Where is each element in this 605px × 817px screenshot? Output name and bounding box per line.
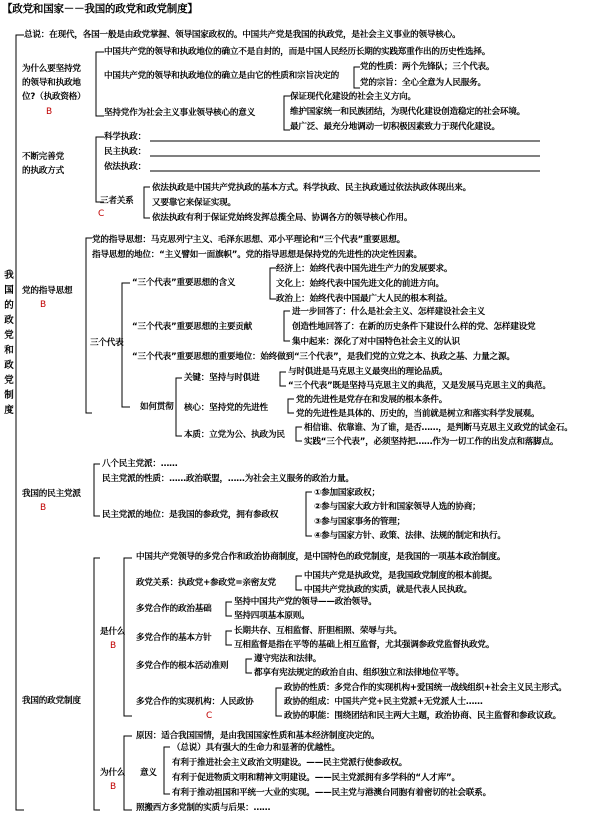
s2-democratic: 民主执政：	[104, 147, 146, 157]
s5-why-mark: B	[110, 782, 116, 792]
s3-meaning: “三个代表”重要思想的含义	[132, 278, 236, 288]
s5-why-reason: 原因：适合我国国情，是由我国国家性质和基本经济制度决定的。	[136, 731, 380, 741]
s3-meaning-b: 文化上：始终代表中国先进文化的前进方向。	[276, 279, 444, 289]
s1-reason-3c: 最广泛、最充分地调动一切积极因素致力于现代化建设。	[290, 122, 500, 132]
s5-relation-a: 中国共产党是执政党，是我国政党制度的根本前提。	[304, 571, 498, 581]
s4-head: 我国的民主党派	[22, 489, 81, 499]
s5-head: 我国的政党制度	[22, 696, 81, 706]
s3-how-essence-a: 相信谁、依靠谁、为了谁，是否……，是判断马克思主义政党的试金石。	[304, 423, 573, 433]
s3-meaning-a: 经济上：始终代表中国先进生产力的发展要求。	[276, 264, 453, 274]
s4-status-1: ①参加国家政权；	[314, 488, 380, 498]
s3-contribution-a: 进一步回答了：什么是社会主义、怎样建设社会主义	[292, 307, 486, 317]
s2-head-1: 不断完善党	[22, 152, 64, 162]
s5-significance-4: 有利于推动祖国和平统一大业的实现。——民主党与港澳台同胞有着密切的社会联系。	[172, 788, 491, 798]
s5-cppcc-nature: 政协的性质：多党合作的实现机构+爱国统一战线组织+社会主义民主形式。	[284, 683, 567, 693]
s1-reason-3a: 保证现代化建设的社会主义方向。	[290, 92, 416, 102]
s3-contribution-c: 集中起来：深化了对中国特色社会主义的认识	[292, 337, 460, 347]
s3-status: “三个代表”重要思想的重要地位：始终做到“三个代表”，是我们党的立党之本、执政之基、力量之源。	[132, 352, 515, 362]
s5-basis: 多党合作的政治基础	[136, 604, 212, 614]
s1-reason-3: 坚持党作为社会主义事业领导核心的意义	[104, 108, 256, 118]
s3-meaning-c: 政治上：始终代表中国最广大人民的根本利益。	[276, 294, 453, 304]
s4-status-3: ③参与国家事务的管理；	[314, 517, 406, 527]
s3-guide-1: 党的指导思想：马克思列宁主义、毛泽东思想、邓小平理论和“三个代表”重要思想。	[92, 235, 406, 245]
s2-head-2: 的执政方式	[22, 166, 64, 176]
s5-relation-b: 中国共产党执政的实质，就是代表人民执政。	[304, 585, 472, 595]
s3-contribution-b: 创造性地回答了：在新的历史条件下建设什么样的党、怎样建设党	[292, 322, 536, 332]
s4-nature: 民主党派的性质：……政治联盟，……为社会主义服务的政治力量。	[102, 474, 354, 484]
s1-reason-2: 中国共产党的领导和执政地位的确立是由它的性质和宗旨决定的	[104, 71, 340, 81]
s3-three-represents: 三个代表	[90, 338, 124, 348]
s1-reason-3b: 维护国家统一和民族团结，为现代化建设创造稳定的社会环境。	[290, 107, 526, 117]
s3-contribution: “三个代表”重要思想的主要贡献	[132, 322, 253, 332]
overview-text: 总说：在现代，各国一般是由政党掌握、领导国家政权的。中国共产党是我国的执政党，是社会主义事业的领导核心。	[24, 30, 461, 40]
s2-relation-3: 依法执政有利于保证党始终发挥总揽全局、协调各方的领导核心作用。	[152, 213, 413, 223]
s4-mark: B	[40, 503, 46, 513]
s2-mark: C	[98, 209, 105, 219]
s3-how-core-b: 党的先进性是具体的、历史的，当前就是树立和落实科学发展观。	[296, 409, 540, 419]
s3-how: 如何贯彻	[140, 402, 174, 412]
s2-relation-2: 又要靠它来保证实现。	[152, 198, 236, 208]
s2-relation: 三者关系	[100, 196, 134, 206]
page-title: 【政党和国家－－我国的政党和政党制度】	[2, 3, 198, 15]
s1-head-2: 的领导和执政地	[22, 78, 81, 88]
s5-why: 为什么	[100, 768, 126, 778]
s2-relation-1: 依法执政是中国共产党执政的基本方式。科学执政、民主执政通过依法执政体现出来。	[152, 183, 471, 193]
s3-mark: B	[40, 300, 46, 310]
s4-status-2: ②参与国家大政方针和国家领导人选的协商；	[314, 502, 481, 512]
s3-how-key-a: 与时俱进是马克思主义最突出的理论品质。	[288, 367, 448, 377]
s3-head: 党的指导思想	[22, 286, 73, 296]
s5-relation: 政党关系：执政党+参政党=亲密友党	[136, 578, 276, 588]
s5-significance-2: 有利于推进社会主义政治文明建设。——民主党派行使参政权。	[172, 758, 408, 768]
s4-status: 民主党派的地位：是我国的参政党，拥有参政权	[102, 510, 279, 520]
s5-western-multiparty: 照搬西方多党制的实质与后果：……	[136, 803, 271, 813]
s2-scientific: 科学执政：	[104, 132, 146, 142]
s5-policy: 多党合作的基本方针	[136, 633, 212, 643]
s4-parties: 八个民主党派：……	[102, 459, 178, 469]
s1-reason-2a: 党的性质：两个先锋队；三个代表。	[360, 62, 495, 72]
s5-significance-1: （总说）具有强大的生命力和显著的优越性。	[172, 743, 340, 753]
s2-lawful: 依法执政：	[104, 162, 146, 172]
s3-how-essence-b: 实践“三个代表”，必须坚持把……作为一切工作的出发点和落脚点。	[304, 437, 559, 447]
s5-what-mark: B	[110, 641, 116, 651]
s1-reason-2b: 党的宗旨：全心全意为人民服务。	[360, 78, 486, 88]
s3-how-key: 关键：坚持与时俱进	[184, 373, 260, 383]
s1-head-3: 位?（执政资格）	[22, 92, 86, 102]
s1-head-1: 为什么要坚持党	[22, 64, 81, 74]
s5-what-1: 中国共产党领导的多党合作和政治协商制度，是中国特色的政党制度，是我国的一项基本政治制度。	[136, 552, 506, 562]
s5-basis-b: 坚持四项基本原则。	[234, 611, 310, 621]
s3-guide-2: 指导思想的地位：“主义譬如一面旗帜”。党的指导思想是保持党的先进性的决定性因素。	[92, 250, 422, 260]
s5-basis-a: 坚持中国共产党的领导——政治领导。	[234, 597, 377, 607]
s3-how-key-b: “三个代表”既是坚持马克思主义的典范，又是发展马克思主义的典范。	[288, 381, 551, 391]
s5-significance: 意义	[140, 768, 157, 778]
s5-cppcc-function: 政协的职能：围绕团结和民主两大主题，政治协商、民主监督和参政议政。	[284, 711, 561, 721]
root-node: 我国的政党和政党制度	[4, 270, 14, 416]
s1-reason-1: 中国共产党的领导和执政地位的确立不是自封的，而是中国人民经历长期的实践郑重作出的历史性选择。	[104, 47, 491, 57]
s5-policy-a: 长期共存、互相监督、肝胆相照、荣辱与共。	[234, 626, 402, 636]
s5-cppcc: 多党合作的实现机构：人民政协	[136, 697, 254, 707]
s5-rule: 多党合作的根本活动准则	[136, 661, 229, 671]
s3-how-core-a: 党的先进性是党存在和发展的根本条件。	[296, 395, 448, 405]
s5-significance-3: 有利于促进物质文明和精神文明建设。——民主党派拥有多学科的“人才库”。	[172, 773, 460, 783]
s3-how-essence: 本质：立党为公、执政为民	[184, 430, 285, 440]
s4-status-4: ④参与国家方针、政策、法律、法规的制定和执行。	[314, 531, 506, 541]
s5-policy-b: 互相监督是指在平等的基础上相互监督，尤其强调参政党监督执政党。	[234, 640, 495, 650]
s5-rule-b: 都享有宪法规定的政治自由、组织独立和法律地位平等。	[254, 668, 464, 678]
s5-cppcc-composition: 政协的组成：中国共产党+民主党派+无党派人士……	[284, 697, 483, 707]
s3-how-core: 核心：坚持党的先进性	[184, 403, 268, 413]
s1-mark: B	[46, 107, 52, 117]
s5-what: 是什么	[100, 627, 126, 637]
s5-rule-a: 遵守宪法和法律。	[254, 654, 322, 664]
s5-cppcc-mark: C	[206, 711, 213, 721]
